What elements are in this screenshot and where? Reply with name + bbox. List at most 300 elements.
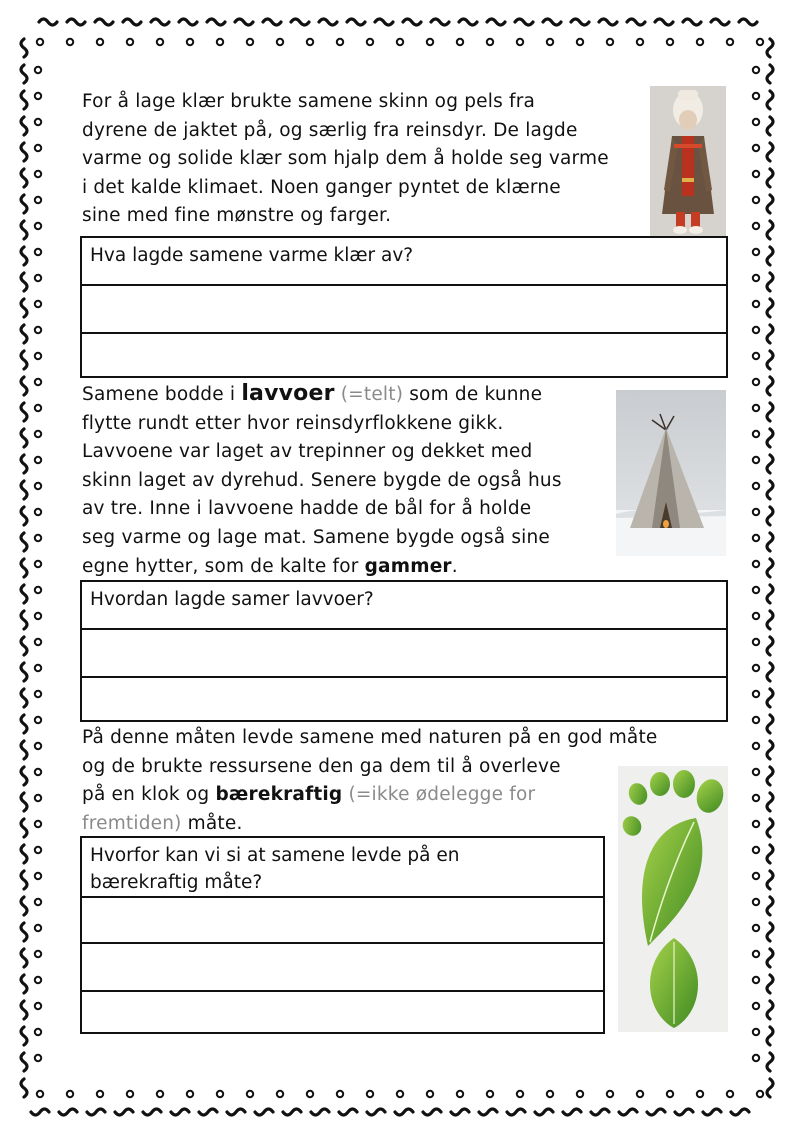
- border-ornament: [767, 247, 773, 265]
- border-ornament: [675, 1109, 693, 1115]
- border-ornament: [637, 39, 643, 45]
- border-ornament: [753, 483, 759, 489]
- border-ornament: [21, 377, 27, 395]
- border-ornament: [431, 19, 449, 25]
- border-ornament: [35, 301, 41, 307]
- border-ornament: [21, 169, 27, 187]
- border-ornament: [517, 39, 523, 45]
- border-ornament: [21, 559, 27, 577]
- border-ornament: [347, 19, 365, 25]
- border-ornament: [35, 431, 41, 437]
- border-ornament: [535, 1109, 553, 1115]
- border-ornament: [767, 169, 773, 187]
- border-ornament: [459, 19, 477, 25]
- border-ornament: [127, 39, 133, 45]
- border-ornament: [753, 717, 759, 723]
- border-ornament: [255, 1109, 273, 1115]
- keyword-baerekraftig: bærekraftig: [215, 784, 343, 806]
- border-ornament: [35, 67, 41, 73]
- border-ornament: [457, 1091, 463, 1097]
- border-ornament: [767, 923, 773, 941]
- border-ornament: [753, 535, 759, 541]
- border-ornament: [767, 481, 773, 499]
- border-ornament: [753, 977, 759, 983]
- border-ornament: [21, 65, 27, 83]
- text-line: egne hytter, som de kalte for gammer.: [82, 555, 458, 577]
- border-ornament: [619, 1109, 637, 1115]
- border-ornament: [37, 39, 43, 45]
- border-ornament: [35, 613, 41, 619]
- answer-line[interactable]: [82, 332, 726, 376]
- border-ornament: [563, 1109, 581, 1115]
- border-ornament: [767, 65, 773, 83]
- border-ornament: [757, 39, 763, 45]
- question-1: Hva lagde samene varme klær av?: [90, 245, 414, 266]
- keyword-gammer: gammer: [364, 555, 452, 577]
- border-ornament: [21, 715, 27, 733]
- border-ornament: [703, 1109, 721, 1115]
- border-ornament: [21, 247, 27, 265]
- border-ornament: [35, 639, 41, 645]
- section1-text: [82, 88, 642, 231]
- border-ornament: [21, 1027, 27, 1045]
- border-ornament: [235, 19, 253, 25]
- text-line: seg varme og lage mat. Samene bygde også sine: [82, 526, 551, 548]
- border-ornament: [667, 1091, 673, 1097]
- border-ornament: [21, 481, 27, 499]
- text-line: flytte rundt etter hvor reinsdyrflokkene gikk.: [82, 412, 504, 434]
- border-ornament: [31, 1109, 49, 1115]
- border-ornament: [367, 1109, 385, 1115]
- border-ornament: [157, 39, 163, 45]
- border-ornament: [21, 845, 27, 863]
- border-ornament: [515, 19, 533, 25]
- border-ornament: [35, 275, 41, 281]
- border-ornament: [123, 19, 141, 25]
- border-ornament: [375, 19, 393, 25]
- border-ornament: [767, 1001, 773, 1019]
- border-ornament: [637, 1091, 643, 1097]
- border-ornament: [767, 117, 773, 135]
- border-ornament: [697, 1091, 703, 1097]
- border-ornament: [35, 535, 41, 541]
- border-ornament: [767, 455, 773, 473]
- text-line: skinn laget av dyrehud. Senere bygde de også hus: [82, 469, 562, 491]
- border-ornament: [487, 1091, 493, 1097]
- border-ornament: [397, 1091, 403, 1097]
- lavvo-tent-photo: [616, 390, 726, 556]
- border-ornament: [427, 39, 433, 45]
- border-ornament: [21, 299, 27, 317]
- border-ornament: [487, 39, 493, 45]
- border-ornament: [753, 925, 759, 931]
- border-ornament: [37, 1091, 43, 1097]
- border-ornament: [727, 1091, 733, 1097]
- border-ornament: [547, 1091, 553, 1097]
- border-ornament: [767, 585, 773, 603]
- border-ornament: [97, 1091, 103, 1097]
- question-3-line: bærekraftig måte?: [90, 872, 263, 893]
- border-ornament: [21, 637, 27, 655]
- border-ornament: [157, 1091, 163, 1097]
- border-ornament: [35, 769, 41, 775]
- border-ornament: [423, 1109, 441, 1115]
- border-ornament: [21, 611, 27, 629]
- border-ornament: [507, 1109, 525, 1115]
- border-ornament: [35, 93, 41, 99]
- text-line: sine med fine mønstre og farger.: [82, 205, 392, 227]
- keyword-lavvoer: lavvoer: [241, 381, 335, 406]
- border-ornament: [35, 977, 41, 983]
- border-ornament: [753, 223, 759, 229]
- border-ornament: [753, 769, 759, 775]
- border-ornament: [21, 117, 27, 135]
- border-ornament: [753, 613, 759, 619]
- question-3: [82, 838, 603, 896]
- question-2: Hvordan lagde samer lavvoer?: [90, 589, 374, 610]
- border-ornament: [339, 1109, 357, 1115]
- border-ornament: [319, 19, 337, 25]
- border-ornament: [767, 559, 773, 577]
- border-ornament: [35, 145, 41, 151]
- border-ornament: [753, 275, 759, 281]
- border-ornament: [627, 19, 645, 25]
- border-ornament: [397, 39, 403, 45]
- border-ornament: [457, 39, 463, 45]
- border-ornament: [753, 119, 759, 125]
- border-ornament: [727, 39, 733, 45]
- border-ornament: [753, 509, 759, 515]
- border-ornament: [753, 353, 759, 359]
- border-ornament: [767, 91, 773, 109]
- border-ornament: [683, 19, 701, 25]
- border-ornament: [337, 39, 343, 45]
- border-ornament: [731, 1109, 749, 1115]
- border-ornament: [35, 665, 41, 671]
- text-line: i det kalde klimaet. Noen ganger pyntet de klærne: [82, 176, 561, 198]
- border-ornament: [35, 405, 41, 411]
- border-ornament: [767, 143, 773, 161]
- border-ornament: [753, 587, 759, 593]
- border-ornament: [753, 1055, 759, 1061]
- border-ornament: [311, 1109, 329, 1115]
- border-ornament: [217, 1091, 223, 1097]
- border-ornament: [21, 455, 27, 473]
- border-ornament: [217, 39, 223, 45]
- border-ornament: [21, 663, 27, 681]
- border-ornament: [21, 403, 27, 421]
- border-ornament: [21, 1053, 27, 1071]
- border-ornament: [767, 611, 773, 629]
- border-ornament: [767, 351, 773, 369]
- border-ornament: [307, 1091, 313, 1097]
- border-ornament: [35, 223, 41, 229]
- border-ornament: [403, 19, 421, 25]
- border-ornament: [647, 1109, 665, 1115]
- border-ornament: [21, 1001, 27, 1019]
- section2-text: [82, 380, 612, 581]
- border-ornament: [767, 819, 773, 837]
- question-box-3: [80, 836, 605, 1034]
- border-ornament: [767, 39, 773, 57]
- border-ornament: [35, 1029, 41, 1035]
- border-ornament: [767, 533, 773, 551]
- border-ornament: [767, 403, 773, 421]
- border-ornament: [67, 1091, 73, 1097]
- border-ornament: [337, 1091, 343, 1097]
- border-ornament: [667, 39, 673, 45]
- border-ornament: [739, 19, 757, 25]
- border-ornament: [753, 691, 759, 697]
- border-ornament: [35, 1003, 41, 1009]
- border-ornament: [127, 1091, 133, 1097]
- border-ornament: [753, 847, 759, 853]
- border-ornament: [35, 821, 41, 827]
- border-ornament: [753, 171, 759, 177]
- border-ornament: [753, 743, 759, 749]
- border-ornament: [427, 1091, 433, 1097]
- answer-line[interactable]: [82, 990, 603, 1032]
- text-line: og de brukte ressursene den ga dem til å overleve: [82, 755, 561, 777]
- border-ornament: [307, 39, 313, 45]
- answer-line[interactable]: [82, 896, 603, 942]
- border-ornament: [767, 1079, 773, 1097]
- border-ornament: [753, 795, 759, 801]
- border-ornament: [199, 1109, 217, 1115]
- border-ornament: [479, 1109, 497, 1115]
- border-ornament: [571, 19, 589, 25]
- border-ornament: [21, 689, 27, 707]
- border-ornament: [21, 143, 27, 161]
- border-ornament: [767, 325, 773, 343]
- border-ornament: [35, 379, 41, 385]
- border-ornament: [711, 19, 729, 25]
- border-ornament: [767, 507, 773, 525]
- border-ornament: [35, 327, 41, 333]
- border-ornament: [753, 899, 759, 905]
- question-box-1: [80, 236, 728, 378]
- question-3-line: Hvorfor kan vi si at samene levde på en: [90, 845, 460, 866]
- text-line: fremtiden) måte.: [82, 812, 243, 834]
- border-ornament: [767, 663, 773, 681]
- border-ornament: [607, 39, 613, 45]
- border-ornament: [577, 39, 583, 45]
- border-ornament: [753, 67, 759, 73]
- border-ornament: [367, 1091, 373, 1097]
- border-ornament: [35, 353, 41, 359]
- sami-costume-photo: [650, 86, 726, 236]
- border-ornament: [21, 949, 27, 967]
- border-ornament: [767, 429, 773, 447]
- border-ornament: [591, 1109, 609, 1115]
- border-ornament: [35, 171, 41, 177]
- text-line: For å lage klær brukte samene skinn og pels fra: [82, 91, 536, 112]
- border-ornament: [35, 795, 41, 801]
- border-ornament: [35, 873, 41, 879]
- border-ornament: [97, 39, 103, 45]
- border-ornament: [247, 1091, 253, 1097]
- text-line: Lavvoene var laget av trepinner og dekket med: [82, 441, 533, 463]
- border-ornament: [21, 793, 27, 811]
- border-ornament: [753, 431, 759, 437]
- border-ornament: [87, 1109, 105, 1115]
- border-ornament: [21, 897, 27, 915]
- border-ornament: [367, 39, 373, 45]
- border-ornament: [35, 249, 41, 255]
- border-ornament: [21, 325, 27, 343]
- border-ornament: [247, 39, 253, 45]
- border-ornament: [767, 793, 773, 811]
- border-ornament: [753, 873, 759, 879]
- border-ornament: [35, 717, 41, 723]
- border-ornament: [21, 39, 27, 57]
- border-ornament: [753, 327, 759, 333]
- border-ornament: [21, 767, 27, 785]
- border-ornament: [59, 1109, 77, 1115]
- border-ornament: [277, 1091, 283, 1097]
- border-ornament: [21, 273, 27, 291]
- border-ornament: [753, 145, 759, 151]
- border-ornament: [35, 509, 41, 515]
- leaf-footprint-photo: [618, 766, 728, 1032]
- border-ornament: [753, 249, 759, 255]
- border-ornament: [143, 1109, 161, 1115]
- answer-line[interactable]: [82, 942, 603, 990]
- border-ornament: [753, 197, 759, 203]
- border-ornament: [517, 1091, 523, 1097]
- text-line: av tre. Inne i lavvoene hadde de bål for å holde: [82, 498, 532, 520]
- border-ornament: [115, 1109, 133, 1115]
- border-ornament: [767, 299, 773, 317]
- border-ornament: [35, 925, 41, 931]
- border-ornament: [753, 457, 759, 463]
- border-ornament: [21, 741, 27, 759]
- answer-line[interactable]: [82, 676, 726, 720]
- border-ornament: [39, 19, 57, 25]
- border-ornament: [35, 561, 41, 567]
- border-ornament: [599, 19, 617, 25]
- border-ornament: [767, 1027, 773, 1045]
- border-ornament: [767, 195, 773, 213]
- border-ornament: [547, 39, 553, 45]
- border-ornament: [757, 1091, 763, 1097]
- question-box-2: [80, 580, 728, 722]
- border-ornament: [753, 379, 759, 385]
- border-ornament: [767, 767, 773, 785]
- border-ornament: [35, 951, 41, 957]
- border-ornament: [767, 689, 773, 707]
- border-ornament: [21, 819, 27, 837]
- border-ornament: [607, 1091, 613, 1097]
- border-ornament: [655, 19, 673, 25]
- border-ornament: [207, 19, 225, 25]
- border-ornament: [187, 1091, 193, 1097]
- border-ornament: [187, 39, 193, 45]
- border-ornament: [227, 1109, 245, 1115]
- border-ornament: [21, 585, 27, 603]
- border-ornament: [767, 975, 773, 993]
- border-ornament: [291, 19, 309, 25]
- border-ornament: [767, 871, 773, 889]
- border-ornament: [263, 19, 281, 25]
- border-ornament: [753, 821, 759, 827]
- answer-line[interactable]: [82, 628, 726, 676]
- border-ornament: [753, 405, 759, 411]
- border-ornament: [21, 195, 27, 213]
- border-ornament: [543, 19, 561, 25]
- border-ornament: [21, 351, 27, 369]
- border-ornament: [395, 1109, 413, 1115]
- border-ornament: [767, 949, 773, 967]
- border-ornament: [487, 19, 505, 25]
- border-ornament: [753, 1029, 759, 1035]
- border-ornament: [21, 221, 27, 239]
- border-ornament: [767, 741, 773, 759]
- border-ornament: [753, 561, 759, 567]
- border-ornament: [767, 845, 773, 863]
- border-ornament: [21, 871, 27, 889]
- border-ornament: [151, 19, 169, 25]
- border-ornament: [21, 533, 27, 551]
- border-ornament: [697, 39, 703, 45]
- border-ornament: [21, 1079, 27, 1097]
- border-ornament: [35, 899, 41, 905]
- border-ornament: [35, 1055, 41, 1061]
- border-ornament: [753, 665, 759, 671]
- border-ornament: [767, 715, 773, 733]
- text-line: på en klok og bærekraftig (=ikke ødelegge for: [82, 784, 536, 806]
- border-ornament: [753, 951, 759, 957]
- border-ornament: [35, 587, 41, 593]
- border-ornament: [179, 19, 197, 25]
- border-ornament: [21, 975, 27, 993]
- border-ornament: [35, 691, 41, 697]
- border-ornament: [451, 1109, 469, 1115]
- border-ornament: [577, 1091, 583, 1097]
- border-ornament: [171, 1109, 189, 1115]
- text-line: På denne måten levde samene med naturen på en god måte: [82, 727, 658, 748]
- border-ornament: [67, 19, 85, 25]
- border-ornament: [35, 847, 41, 853]
- border-ornament: [767, 637, 773, 655]
- text-line: Samene bodde i lavvoer (=telt) som de kunne: [82, 381, 543, 406]
- border-ornament: [35, 119, 41, 125]
- border-ornament: [767, 1053, 773, 1071]
- border-ornament: [753, 301, 759, 307]
- border-ornament: [767, 221, 773, 239]
- border-ornament: [767, 897, 773, 915]
- border-ornament: [21, 91, 27, 109]
- border-ornament: [21, 507, 27, 525]
- border-ornament: [95, 19, 113, 25]
- border-ornament: [767, 377, 773, 395]
- text-line: dyrene de jaktet på, og særlig fra reinsdyr. De lagde: [82, 119, 578, 141]
- border-ornament: [35, 457, 41, 463]
- border-ornament: [35, 483, 41, 489]
- answer-line[interactable]: [82, 284, 726, 332]
- border-ornament: [35, 743, 41, 749]
- border-ornament: [67, 39, 73, 45]
- border-ornament: [21, 923, 27, 941]
- border-ornament: [35, 197, 41, 203]
- border-ornament: [767, 273, 773, 291]
- border-ornament: [277, 39, 283, 45]
- border-ornament: [753, 639, 759, 645]
- border-ornament: [21, 429, 27, 447]
- border-ornament: [753, 93, 759, 99]
- text-line: varme og solide klær som hjalp dem å holde seg varme: [82, 148, 609, 170]
- border-ornament: [283, 1109, 301, 1115]
